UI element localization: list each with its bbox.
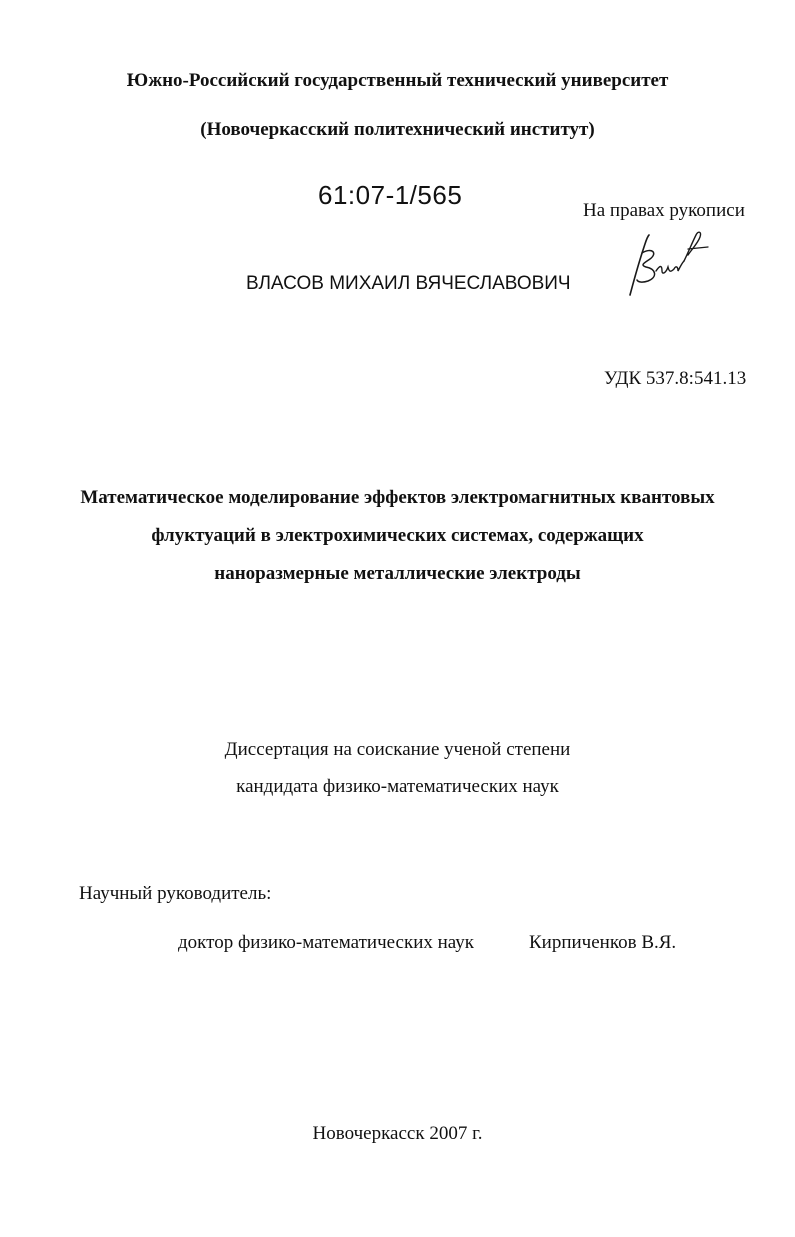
dissertation-title-line: флуктуаций в электрохимических системах, содержащих [151, 525, 644, 546]
supervisor-name: Кирпиченков В.Я. [529, 932, 677, 953]
dissertation-title-line: наноразмерные металлические электроды [214, 563, 581, 584]
udc-code: УДК 537.8:541.13 [604, 368, 747, 389]
city-year: Новочеркасск 2007 г. [312, 1123, 483, 1144]
degree-line-1: Диссертация на соискание ученой степени [224, 739, 571, 760]
university-name: Южно-Российский государственный технический университет [126, 70, 669, 91]
supervisor-degree: доктор физико-математических наук [178, 932, 474, 953]
degree-line-2: кандидата физико-математических наук [236, 776, 559, 797]
manuscript-rights-label: На правах рукописи [583, 200, 745, 221]
supervisor-label: Научный руководитель: [79, 883, 272, 904]
handwritten-signature-icon [622, 225, 712, 300]
dissertation-title-line: Математическое моделирование эффектов электромагнитных квантовых [80, 487, 715, 508]
author-name: ВЛАСОВ МИХАИЛ ВЯЧЕСЛАВОВИЧ [246, 273, 571, 294]
institute-name: (Новочеркасский политехнический институт) [200, 119, 595, 140]
catalog-stamp-number: 61:07-1/565 [318, 180, 463, 210]
